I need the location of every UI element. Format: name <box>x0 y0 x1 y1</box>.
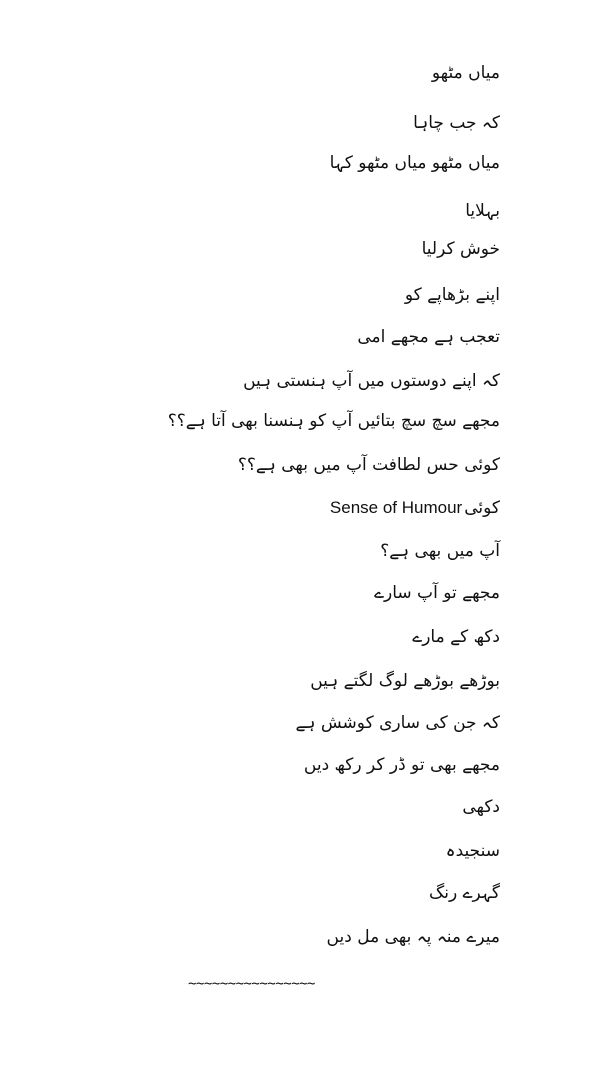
poem-line-18: دکھی <box>462 797 500 817</box>
poem-line-13: مجھے تو آپ سارے <box>374 583 500 603</box>
poem-line-20: گہرے رنگ <box>429 883 500 903</box>
poem-line-4: بہلایا <box>465 201 500 221</box>
poem-line-10: کوئی حس لطافت آپ میں بھی ہے؟؟ <box>237 455 500 475</box>
section-divider: ~~~~~~~~~~~~~~~~ <box>188 976 315 992</box>
urdu-word: کوئی <box>464 498 500 518</box>
poem-line-9: مجھے سچ سچ بتائیں آپ کو ہنسنا بھی آتا ہے؟؟ <box>167 411 500 431</box>
english-phrase: Sense of Humour <box>329 498 463 517</box>
poem-line-12: آپ میں بھی ہے؟ <box>380 541 500 561</box>
poem-line-15: بوڑھے بوڑھے لوگ لگتے ہیں <box>310 671 500 691</box>
poem-line-5: خوش کرلیا <box>421 239 500 259</box>
poem-line-1: میاں مٹھو <box>431 63 500 83</box>
poem-line-7: تعجب ہے مجھے امی <box>357 327 500 347</box>
poem-line-16: کہ جن کی ساری کوشش ہے <box>295 713 500 733</box>
poem-line-2: کہ جب چاہا <box>413 113 500 133</box>
poem-line-sense-of-humour <box>330 497 500 519</box>
poem-line-6: اپنے بڑھاپے کو <box>404 285 500 305</box>
poem-line-3: میاں مٹھو میاں مٹھو کہا <box>329 153 500 173</box>
poem-line-17: مجھے بھی تو ڈر کر رکھ دیں <box>303 755 500 775</box>
poem-line-21: میرے منہ پہ بھی مل دیں <box>326 927 500 947</box>
poem-line-14: دکھ کے مارے <box>412 627 500 647</box>
poem-line-19: سنجیدہ <box>445 841 500 861</box>
poem-line-8: کہ اپنے دوستوں میں آپ ہنستی ہیں <box>243 371 500 391</box>
